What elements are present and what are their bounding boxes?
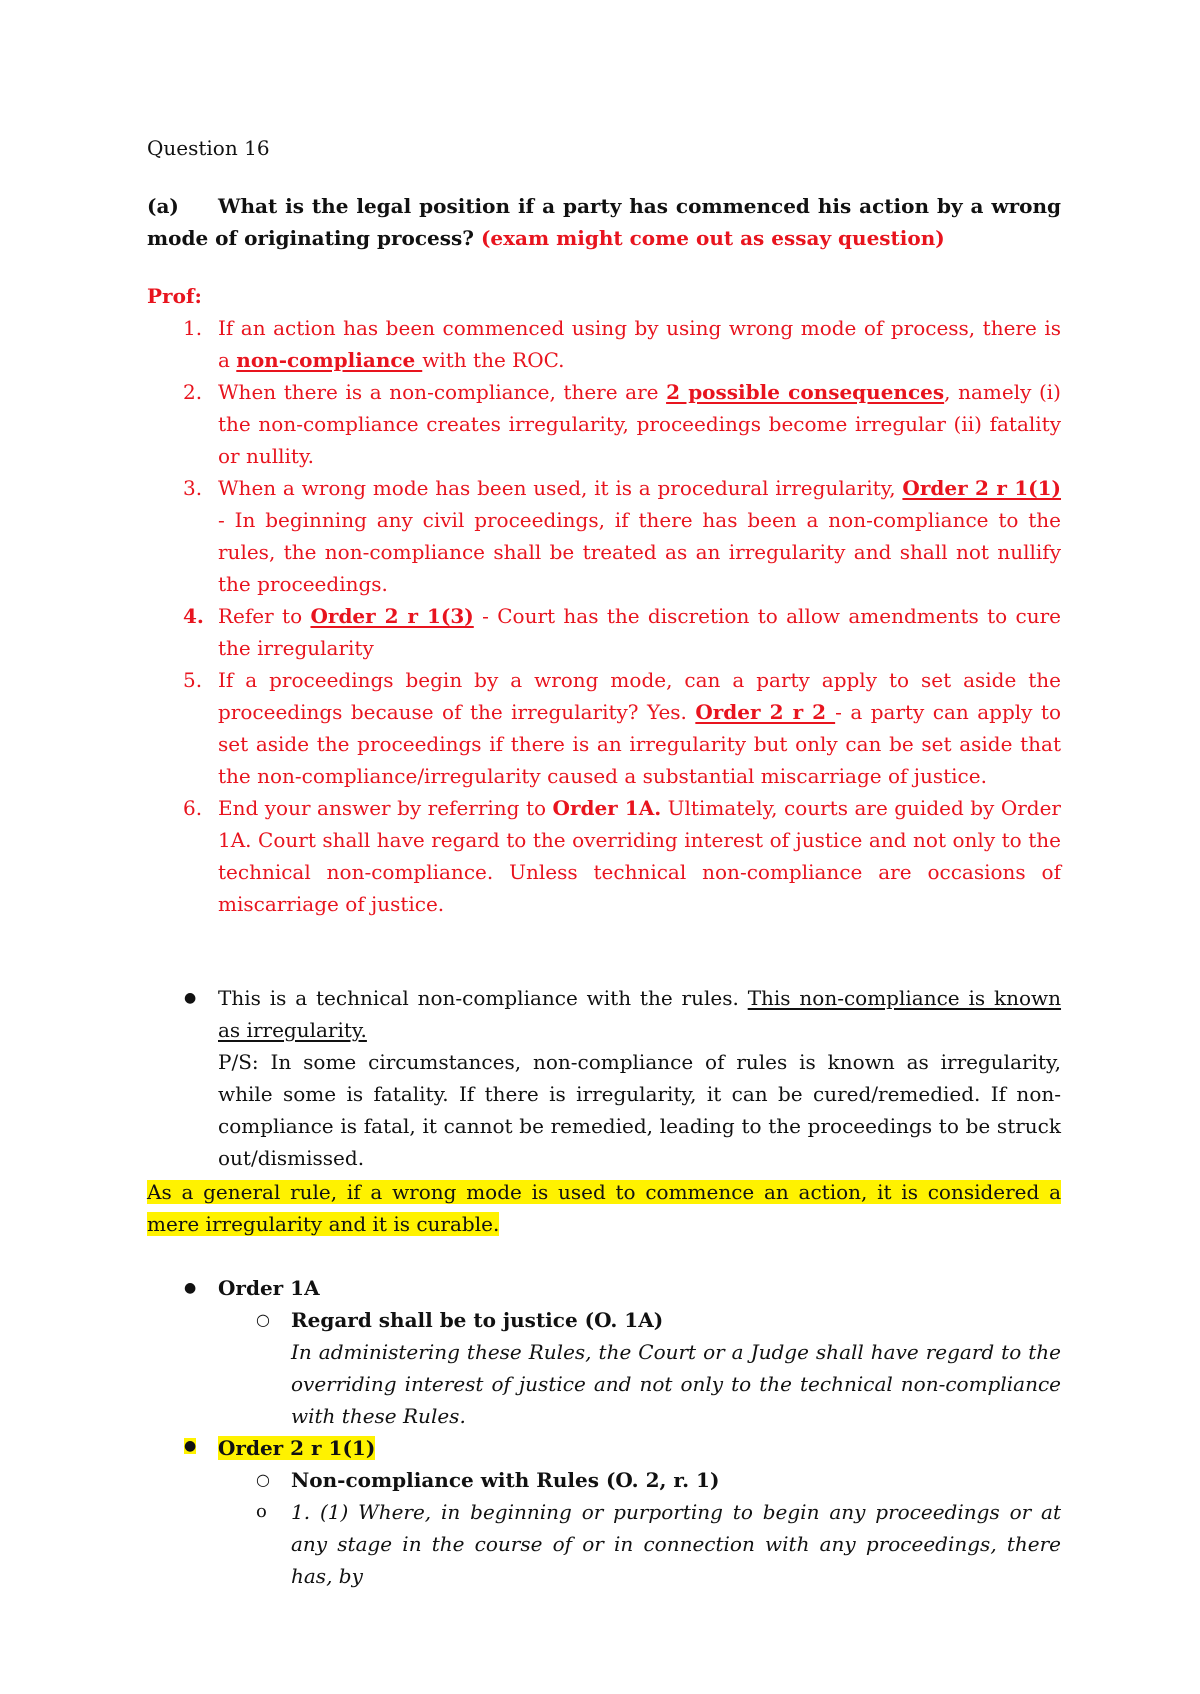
- question-text: What is the legal position if a party has commenced his action by a wrong mode of originating process?: [147, 194, 1061, 250]
- circle-bullet-icon: ○: [256, 1470, 270, 1489]
- exam-note: (exam might come out as essay question): [480, 226, 945, 250]
- prof-item-5: 5. If a proceedings begin by a wrong mode, can a party apply to set aside the proceedings because of the irregularity? Yes. Order 2 r 2 - a party can apply to set aside the proceedings if there is an irregularity but only can be set aside that the non-compliance/irregularity caused a substantial miscarriage of justice.: [183, 668, 1061, 788]
- prof-heading: Prof:: [147, 284, 202, 308]
- prof-item-1: 1. If an action has been commenced using by using wrong mode of process, there is a non-compliance with the ROC.: [183, 316, 1061, 372]
- bullet-dot-icon: ●: [184, 1438, 197, 1454]
- bullet-item: ● This is a technical non-compliance with the rules. This non-compliance is known as irregularity. P/S: In some circumstances, non-compliance of rules is known as irregularity, while some is fatality. If there is irregularity, it can be cured/remedied. If non-compliance is fatal, it cannot be remedied, leading to the proceedings to be struck out/dismissed.: [147, 982, 1061, 1174]
- bullet-technical: [147, 982, 1061, 1174]
- order-1a-item: ● Order 1A ○ Regard shall be to justice (O. 1A) In administering these Rules, the Court or a Judge shall have regard to the overriding interest of justice and not only to the technical non-compliance with these Rules.: [147, 1272, 1061, 1432]
- question-title: Question 16: [147, 136, 270, 160]
- bullet-dot-icon: ●: [184, 1280, 197, 1296]
- prof-item-3: 3. When a wrong mode has been used, it is a procedural irregularity, Order 2 r 1(1) - In beginning any civil proceedings, if there has been a non-compliance to the rules, the non-compliance shall be treated as an irregularity and shall not nullify the proceedings.: [183, 476, 1061, 596]
- question-label: (a): [147, 194, 179, 218]
- order-1a-section: [147, 1272, 1061, 1432]
- prof-list: [147, 312, 1061, 920]
- circle-bullet-icon: o: [256, 1501, 267, 1522]
- order-2-quote-item: [147, 1496, 1061, 1592]
- order-2-section: [147, 1432, 1061, 1592]
- prof-item-6: 6. End your answer by referring to Order 1A. Ultimately, courts are guided by Order 1A. Court shall have regard to the overriding interest of justice and not only to the technical non-compliance. Unless technical non-compliance are occasions of miscarriage of justice.: [183, 796, 1061, 916]
- order-1a-sub: ○ Regard shall be to justice (O. 1A) In administering these Rules, the Court or a Judge shall have regard to the overriding interest of justice and not only to the technical non-compliance with these Rules.: [147, 1304, 1061, 1432]
- order-1a-quote: In administering these Rules, the Court or a Judge shall have regard to the overriding interest of justice and not only to the technical non-compliance with these Rules.: [291, 1340, 1061, 1428]
- bullet-dot-icon: ●: [184, 990, 197, 1006]
- order-2-quote: 1. (1) Where, in beginning or purporting to begin any proceedings or at any stage in the course of or in connection with any proceedings, there has, by: [291, 1500, 1061, 1588]
- order-2-sub: ○ Non-compliance with Rules (O. 2, r. 1): [147, 1464, 1061, 1496]
- order-2-item: ● Order 2 r 1(1) ○ Non-compliance with Rules (O. 2, r. 1) o 1. (1) Where, in beginning or purporting to begin any proceedings or at any stage in the course of or in connection with any proceedings, there has, by: [147, 1432, 1061, 1592]
- prof-item-2: 2. When there is a non-compliance, there are 2 possible consequences, namely (i) the non-compliance creates irregularity, proceedings become irregular (ii) fatality or nullity.: [183, 380, 1061, 468]
- question-a: [147, 190, 1061, 254]
- prof-item-4: 4. Refer to Order 2 r 1(3) - Court has the discretion to allow amendments to cure the irregularity: [183, 604, 1062, 660]
- ps-note: P/S: In some circumstances, non-compliance of rules is known as irregularity, while some is fatality. If there is irregularity, it can be cured/remedied. If non-compliance is fatal, it cannot be remedied, leading to the proceedings to be struck out/dismissed.: [218, 1050, 1061, 1170]
- prof-section: [147, 280, 1061, 920]
- circle-bullet-icon: ○: [256, 1310, 270, 1329]
- general-rule: As a general rule, if a wrong mode is used to commence an action, it is considered a mere irregularity and it is curable.: [147, 1180, 1061, 1236]
